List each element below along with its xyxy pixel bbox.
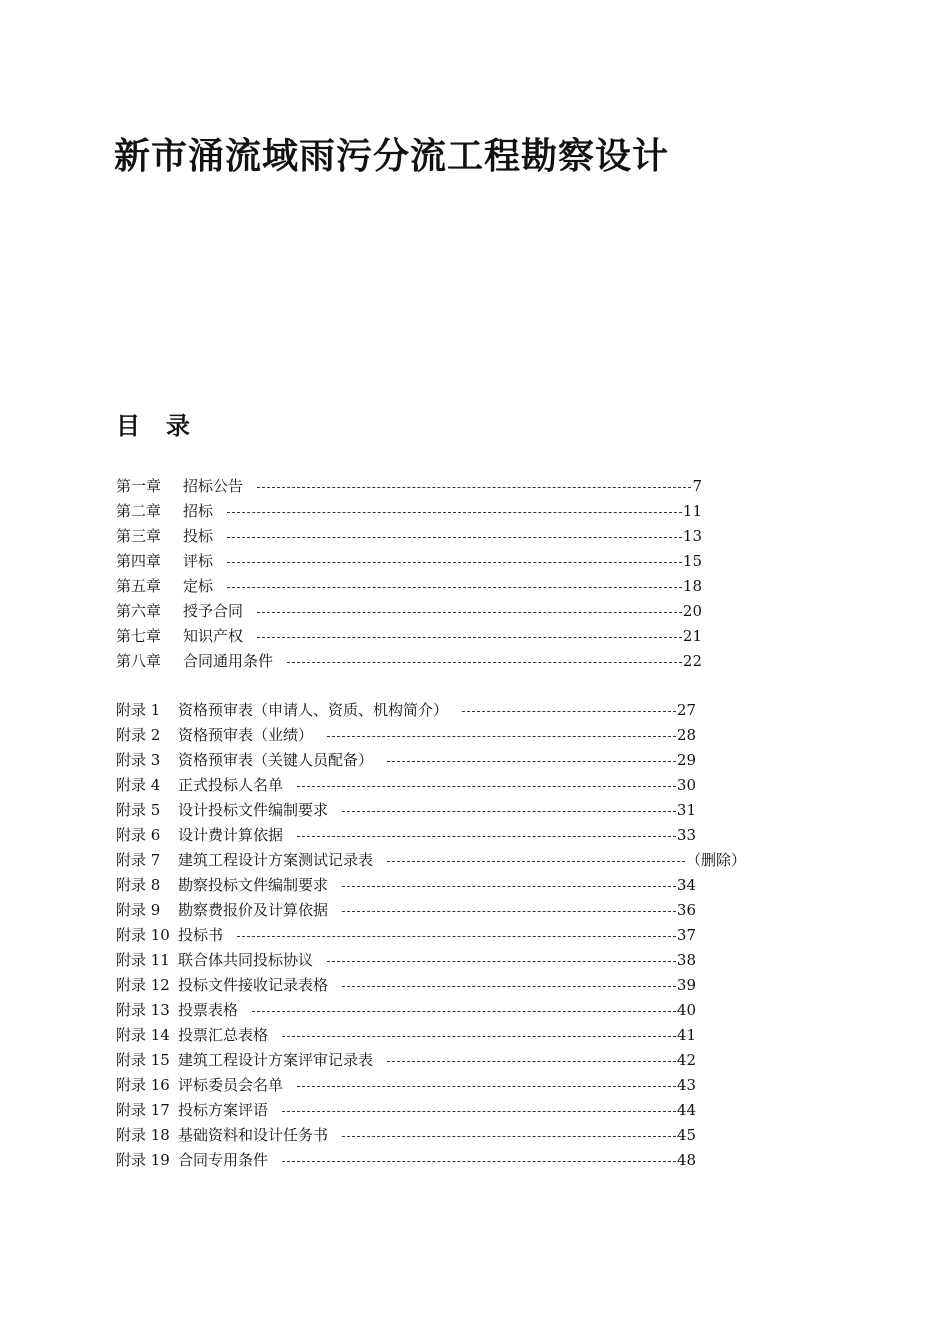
- entry-number: 附录 18: [116, 1126, 170, 1144]
- dot-leader: [297, 1086, 676, 1087]
- toc-heading-left: 目: [116, 412, 140, 440]
- chapter-list: [116, 474, 702, 674]
- toc-heading-right: 录: [166, 412, 190, 440]
- entry-page: 41: [676, 1026, 696, 1044]
- dot-leader: [342, 986, 676, 987]
- toc-entry-appendix-19[interactable]: [116, 1148, 696, 1173]
- dot-leader: [327, 961, 676, 962]
- toc-entry-appendix-3[interactable]: [116, 748, 696, 773]
- entry-title: 勘察投标文件编制要求: [178, 876, 329, 894]
- dot-leader: [342, 811, 676, 812]
- entry-page: （删除）: [685, 851, 746, 869]
- entry-page: 39: [676, 976, 696, 994]
- entry-title: 投标: [183, 527, 214, 545]
- entry-number: 第五章: [116, 577, 162, 595]
- dot-leader: [237, 936, 676, 937]
- dot-leader: [252, 1011, 676, 1012]
- dot-leader: [227, 537, 682, 538]
- dot-leader: [387, 1061, 676, 1062]
- entry-number: 第六章: [116, 602, 162, 620]
- entry-page: 20: [682, 602, 702, 620]
- dot-leader: [297, 836, 676, 837]
- document-title: 新市涌流域雨污分流工程勘察设计: [114, 136, 670, 177]
- entry-page: 31: [676, 801, 696, 819]
- toc-entry-appendix-17[interactable]: [116, 1098, 696, 1123]
- entry-title: 投票表格: [178, 1001, 239, 1019]
- toc-entry-appendix-9[interactable]: [116, 898, 696, 923]
- entry-number: 第七章: [116, 627, 162, 645]
- entry-title: 设计投标文件编制要求: [178, 801, 329, 819]
- entry-number: 附录 11: [116, 951, 170, 969]
- entry-number: 附录 19: [116, 1151, 170, 1169]
- entry-page: 21: [682, 627, 702, 645]
- entry-title: 资格预审表（关键人员配备）: [178, 751, 374, 769]
- dot-leader: [282, 1036, 676, 1037]
- entry-title: 评标: [183, 552, 214, 570]
- entry-number: 附录 13: [116, 1001, 170, 1019]
- entry-title: 建筑工程设计方案测试记录表: [178, 851, 374, 869]
- entry-page: 27: [676, 701, 696, 719]
- toc-entry-appendix-2[interactable]: [116, 723, 696, 748]
- toc-entry-appendix-5[interactable]: [116, 798, 696, 823]
- entry-number: 附录 14: [116, 1026, 170, 1044]
- toc-entry-chapter-5[interactable]: [116, 574, 702, 599]
- entry-page: 7: [692, 477, 702, 495]
- entry-page: 36: [676, 901, 696, 919]
- entry-title: 定标: [183, 577, 214, 595]
- dot-leader: [282, 1161, 676, 1162]
- entry-title: 建筑工程设计方案评审记录表: [178, 1051, 374, 1069]
- toc-entry-chapter-4[interactable]: [116, 549, 702, 574]
- entry-page: 29: [676, 751, 696, 769]
- toc-entry-appendix-16[interactable]: [116, 1073, 696, 1098]
- entry-title: 授予合同: [183, 602, 244, 620]
- entry-number: 附录 8: [116, 876, 161, 894]
- entry-title: 招标公告: [183, 477, 244, 495]
- entry-number: 附录 7: [116, 851, 161, 869]
- entry-page: 44: [676, 1101, 696, 1119]
- entry-page: 37: [676, 926, 696, 944]
- entry-page: 22: [682, 652, 702, 670]
- dot-leader: [462, 711, 676, 712]
- dot-leader: [257, 487, 691, 488]
- dot-leader: [227, 587, 682, 588]
- entry-page: 48: [676, 1151, 696, 1169]
- entry-title: 知识产权: [183, 627, 244, 645]
- entry-number: 附录 3: [116, 751, 161, 769]
- entry-number: 第二章: [116, 502, 162, 520]
- entry-page: 33: [676, 826, 696, 844]
- toc-entry-appendix-15[interactable]: [116, 1048, 696, 1073]
- entry-title: 合同专用条件: [178, 1151, 269, 1169]
- toc-entry-appendix-14[interactable]: [116, 1023, 696, 1048]
- entry-number: 第四章: [116, 552, 162, 570]
- toc-entry-chapter-2[interactable]: [116, 499, 702, 524]
- dot-leader: [257, 637, 682, 638]
- entry-number: 第八章: [116, 652, 162, 670]
- entry-title: 招标: [183, 502, 214, 520]
- entry-page: 38: [676, 951, 696, 969]
- toc-entry-appendix-11[interactable]: [116, 948, 696, 973]
- entry-title: 联合体共同投标协议: [178, 951, 314, 969]
- entry-number: 附录 5: [116, 801, 161, 819]
- entry-title: 投标方案评语: [178, 1101, 269, 1119]
- entry-number: 附录 9: [116, 901, 161, 919]
- toc-entry-appendix-13[interactable]: [116, 998, 696, 1023]
- entry-page: 43: [676, 1076, 696, 1094]
- entry-page: 45: [676, 1126, 696, 1144]
- entry-title: 正式投标人名单: [178, 776, 284, 794]
- dot-leader: [287, 662, 682, 663]
- entry-number: 第三章: [116, 527, 162, 545]
- entry-title: 投标文件接收记录表格: [178, 976, 329, 994]
- entry-title: 投票汇总表格: [178, 1026, 269, 1044]
- entry-number: 第一章: [116, 477, 162, 495]
- toc-entry-appendix-1[interactable]: [116, 698, 696, 723]
- entry-page: 42: [676, 1051, 696, 1069]
- toc-entry-appendix-18[interactable]: [116, 1123, 696, 1148]
- dot-leader: [342, 1136, 676, 1137]
- dot-leader: [227, 512, 682, 513]
- dot-leader: [282, 1111, 676, 1112]
- entry-number: 附录 1: [116, 701, 161, 719]
- entry-title: 基础资料和设计任务书: [178, 1126, 329, 1144]
- entry-page: 34: [676, 876, 696, 894]
- toc-entry-chapter-7[interactable]: [116, 624, 702, 649]
- entry-page: 15: [682, 552, 702, 570]
- entry-title: 合同通用条件: [183, 652, 274, 670]
- appendix-list: [116, 698, 746, 1173]
- entry-number: 附录 15: [116, 1051, 170, 1069]
- entry-title: 投标书: [178, 926, 224, 944]
- toc-entry-appendix-7[interactable]: [116, 848, 746, 873]
- dot-leader: [387, 761, 676, 762]
- entry-number: 附录 10: [116, 926, 170, 944]
- dot-leader: [342, 886, 676, 887]
- toc-entry-chapter-6[interactable]: [116, 599, 702, 624]
- toc-entry-chapter-3[interactable]: [116, 524, 702, 549]
- dot-leader: [257, 612, 682, 613]
- toc-entry-appendix-10[interactable]: [116, 923, 696, 948]
- entry-page: 18: [682, 577, 702, 595]
- dot-leader: [297, 786, 676, 787]
- entry-title: 设计费计算依据: [178, 826, 284, 844]
- entry-number: 附录 6: [116, 826, 161, 844]
- toc-entry-appendix-8[interactable]: [116, 873, 696, 898]
- toc-entry-appendix-4[interactable]: [116, 773, 696, 798]
- toc-entry-chapter-1[interactable]: [116, 474, 702, 499]
- entry-page: 13: [682, 527, 702, 545]
- entry-number: 附录 17: [116, 1101, 170, 1119]
- entry-number: 附录 2: [116, 726, 161, 744]
- dot-leader: [342, 911, 676, 912]
- entry-page: 11: [682, 502, 702, 520]
- entry-page: 40: [676, 1001, 696, 1019]
- entry-number: 附录 16: [116, 1076, 170, 1094]
- entry-page: 28: [676, 726, 696, 744]
- dot-leader: [227, 562, 682, 563]
- entry-title: 评标委员会名单: [178, 1076, 284, 1094]
- entry-title: 勘察费报价及计算依据: [178, 901, 329, 919]
- dot-leader: [387, 861, 685, 862]
- entry-title: 资格预审表（申请人、资质、机构简介）: [178, 701, 449, 719]
- entry-number: 附录 4: [116, 776, 161, 794]
- toc-heading: [116, 406, 190, 441]
- dot-leader: [327, 736, 676, 737]
- entry-number: 附录 12: [116, 976, 170, 994]
- entry-page: 30: [676, 776, 696, 794]
- toc-entry-chapter-8[interactable]: [116, 649, 702, 674]
- toc-entry-appendix-6[interactable]: [116, 823, 696, 848]
- toc-entry-appendix-12[interactable]: [116, 973, 696, 998]
- entry-title: 资格预审表（业绩）: [178, 726, 314, 744]
